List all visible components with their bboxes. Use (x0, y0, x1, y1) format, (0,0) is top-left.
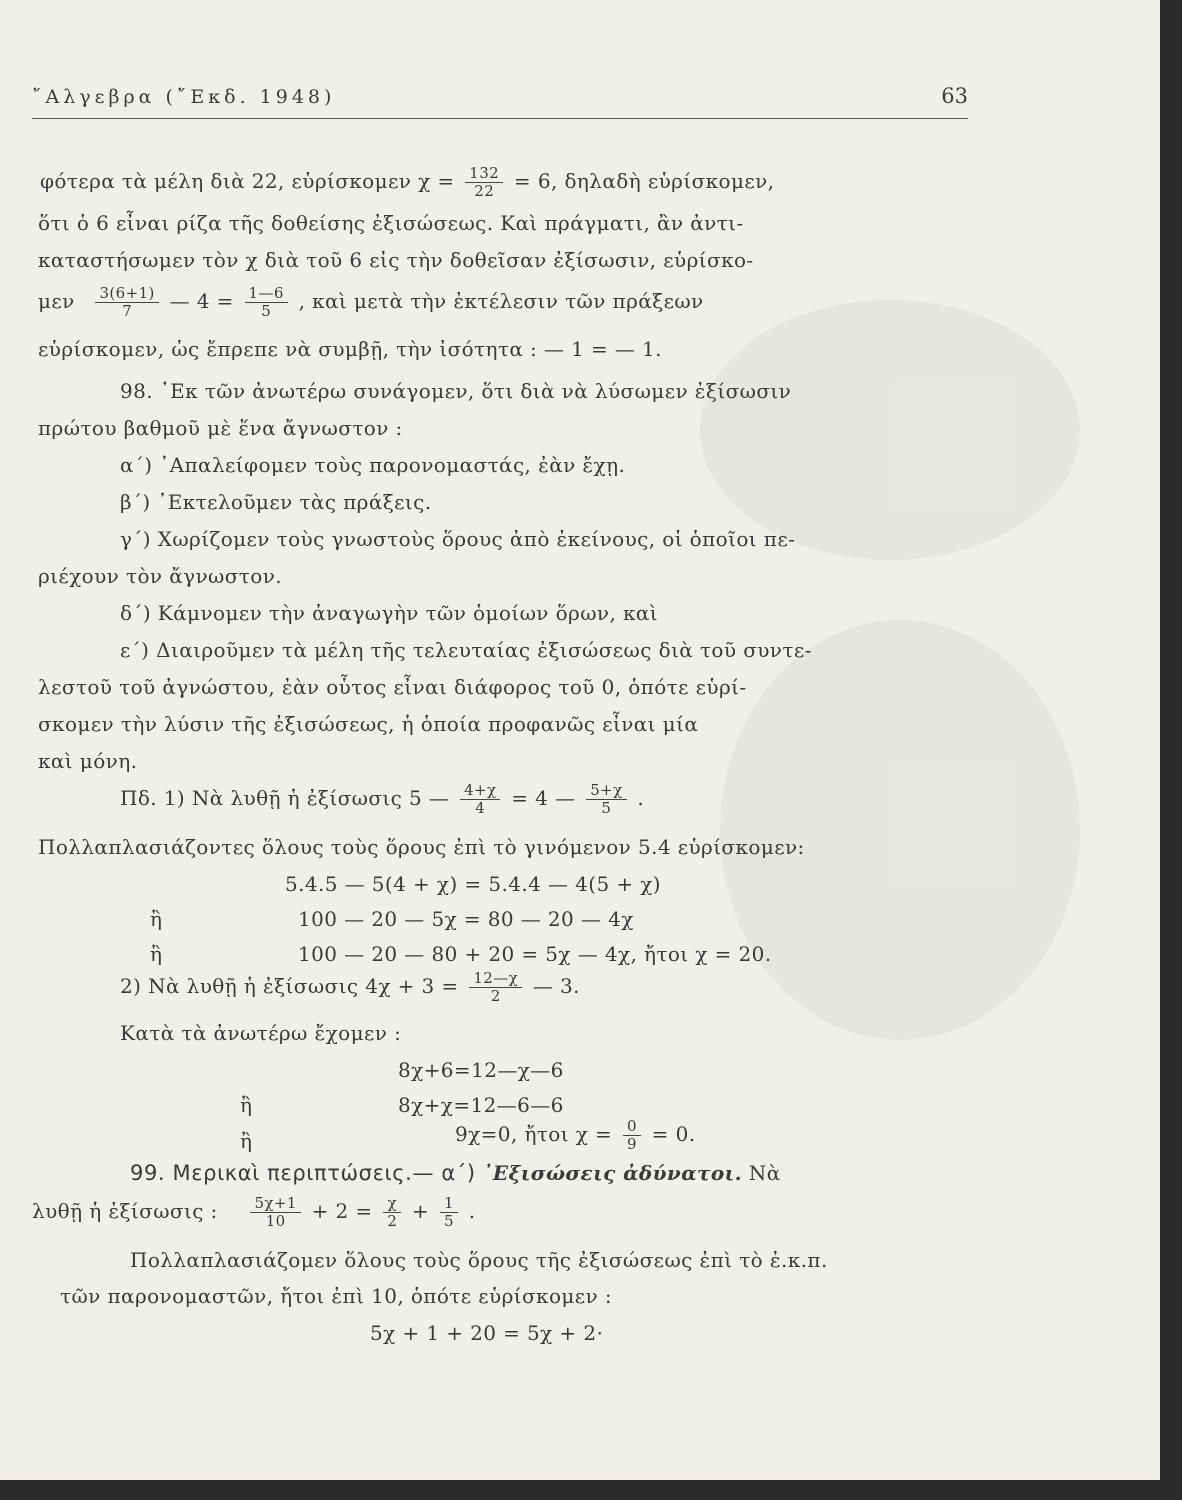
text-span: Νὰ (748, 1161, 781, 1185)
text-line: ριέχουν τὸν ἄγνωστον. (38, 564, 283, 588)
fraction-numerator: 3(6+1) (95, 285, 158, 303)
equation-line: 100 — 20 — 5χ = 80 — 20 — 4χ (298, 907, 634, 931)
fraction-denominator: 2 (387, 1212, 398, 1230)
text-span: 2) Νὰ λυθῇ ἡ ἐξίσωσις 4χ + 3 = (120, 974, 459, 998)
fraction (623, 1118, 641, 1153)
list-item: γ´) Χωρίζομεν τοὺς γνωστοὺς ὅρους ἀπὸ ἐκείνους, οἱ ὁποῖοι πε- (120, 527, 796, 551)
fraction-numerator: 1—6 (245, 285, 288, 303)
text-line: τῶν παρονομαστῶν, ἤτοι ἐπὶ 10, ὁπότε εὑρίσκομεν : (60, 1284, 613, 1308)
text-line: πρώτου βαθμοῦ μὲ ἕνα ἄγνωστον : (38, 416, 403, 440)
text-line (38, 285, 704, 320)
text-line: καταστήσωμεν τὸν χ διὰ τοῦ 6 εἰς τὴν δοθεῖσαν ἐξίσωσιν, εὑρίσκο- (38, 248, 754, 272)
header-title: ῎Αλγεβρα (῎Εκδ. 1948) (32, 86, 336, 108)
text-line (32, 1195, 475, 1230)
list-item: β´) ᾿Εκτελοῦμεν τὰς πράξεις. (120, 490, 432, 514)
text-span: , καὶ μετὰ τὴν ἐκτέλεσιν τῶν πράξεων (298, 289, 704, 313)
text-span: Πδ. 1) Νὰ λυθῇ ἡ ἐξίσωσις 5 — (120, 786, 450, 810)
scan-border-bottom (0, 1480, 1182, 1500)
list-item: ε´) Διαιροῦμεν τὰ μέλη τῆς τελευταίας ἐξισώσεως διὰ τοῦ συντε- (120, 638, 812, 662)
fraction (469, 970, 522, 1005)
fraction-numerator: 5+χ (586, 782, 626, 800)
text-span: μεν (38, 289, 75, 313)
fraction (250, 1195, 300, 1230)
fraction-numerator: χ (383, 1195, 401, 1213)
or-marker: ἢ (150, 907, 163, 931)
fraction-denominator: 5 (443, 1212, 454, 1230)
page-smudge (720, 620, 1080, 1040)
fraction (465, 165, 503, 200)
text-line (40, 165, 774, 200)
list-item: α´) ᾿Απαλείφομεν τοὺς παρονομαστάς, ἐὰν ἔχῃ. (120, 453, 626, 477)
fraction-numerator: 1 (440, 1195, 458, 1213)
fraction-numerator: 5χ+1 (250, 1195, 300, 1213)
text-span: — 4 = (169, 289, 234, 313)
text-span: + 2 = (311, 1199, 373, 1223)
text-span: — 3. (532, 974, 580, 998)
fraction (460, 782, 500, 817)
equation-line: 5χ + 1 + 20 = 5χ + 2· (370, 1321, 604, 1345)
fraction-numerator: 4+χ (460, 782, 500, 800)
scan-border-right (1160, 0, 1182, 1500)
fraction-denominator: 5 (261, 302, 272, 320)
section-98-heading: 98. ᾿Εκ τῶν ἀνωτέρω συνάγομεν, ὅτι διὰ νὰ λύσωμεν ἐξίσωσιν (120, 379, 792, 403)
text-line: Πολλαπλασιάζοντες ὅλους τοὺς ὅρους ἐπὶ τὸ γινόμενον 5.4 εὑρίσκομεν: (38, 835, 805, 859)
fraction-numerator: 132 (465, 165, 503, 183)
running-header (32, 86, 968, 119)
or-marker: ἢ (240, 1129, 253, 1153)
fraction-numerator: 12—χ (469, 970, 522, 988)
text-span: = 0. (651, 1122, 696, 1146)
equation-line: 100 — 20 — 80 + 20 = 5χ — 4χ, ἤτοι χ = 20. (298, 942, 772, 966)
text-span: . (468, 1199, 476, 1223)
equation-line (455, 1118, 695, 1153)
fraction (245, 285, 288, 320)
text-span: = 4 — (511, 786, 576, 810)
text-line: εὑρίσκομεν, ὡς ἔπρεπε νὰ συμβῇ, τὴν ἰσότητα : — 1 = — 1. (38, 337, 662, 361)
text-span: . (637, 786, 645, 810)
text-span: φότερα τὰ μέλη διὰ 22, εὑρίσκομεν χ = (40, 169, 455, 193)
equation-line: 5.4.5 — 5(4 + χ) = 5.4.4 — 4(5 + χ) (285, 872, 661, 896)
fraction-denominator: 2 (490, 987, 501, 1005)
page-number: 63 (941, 84, 968, 108)
subsection-title: ᾿Εξισώσεις ἀδύνατοι. (482, 1161, 743, 1185)
fraction-denominator: 5 (601, 799, 612, 817)
text-line: Πολλαπλασιάζομεν ὅλους τοὺς ὅρους τῆς ἐξισώσεως ἐπὶ τὸ ἐ.κ.π. (130, 1248, 828, 1272)
fraction-denominator: 7 (122, 302, 133, 320)
fraction-denominator: 22 (474, 182, 495, 200)
text-line: ὅτι ὁ 6 εἶναι ρίζα τῆς δοθείσης ἐξισώσεως. Καὶ πράγματι, ἂν ἀντι- (38, 211, 744, 235)
text-line: καὶ μόνη. (38, 749, 138, 773)
section-title: 99. Μερικαὶ περιπτώσεις.— α´) (130, 1161, 476, 1185)
text-line: Κατὰ τὰ ἀνωτέρω ἔχομεν : (120, 1021, 402, 1045)
text-span: 9χ=0, ἤτοι χ = (455, 1122, 613, 1146)
or-marker: ἢ (150, 942, 163, 966)
text-span: + (412, 1199, 430, 1223)
fraction (383, 1195, 401, 1230)
fraction (95, 285, 158, 320)
fraction-numerator: 0 (623, 1118, 641, 1136)
list-item: δ´) Κάμνομεν τὴν ἀναγωγὴν τῶν ὁμοίων ὅρων, καὶ (120, 601, 659, 625)
equation-line: 8χ+χ=12—6—6 (398, 1093, 564, 1117)
equation-line: 8χ+6=12—χ—6 (398, 1058, 564, 1082)
fraction-denominator: 4 (475, 799, 486, 817)
fraction-denominator: 10 (265, 1212, 286, 1230)
fraction (586, 782, 626, 817)
or-marker: ἢ (240, 1093, 253, 1117)
page-smudge (700, 300, 1080, 560)
text-line: σκομεν τὴν λύσιν τῆς ἐξισώσεως, ἡ ὁποία προφανῶς εἶναι μία (38, 712, 699, 736)
section-99-heading (130, 1160, 781, 1186)
fraction (440, 1195, 458, 1230)
example-2-line (120, 970, 580, 1005)
example-1-line (120, 782, 644, 817)
text-span: = 6, δηλαδὴ εὑρίσκομεν, (513, 169, 775, 193)
text-line: λεστοῦ τοῦ ἀγνώστου, ἐὰν οὗτος εἶναι διάφορος τοῦ 0, ὁπότε εὑρί- (38, 675, 747, 699)
text-span: λυθῇ ἡ ἐξίσωσις : (32, 1199, 218, 1223)
fraction-denominator: 9 (626, 1135, 637, 1153)
